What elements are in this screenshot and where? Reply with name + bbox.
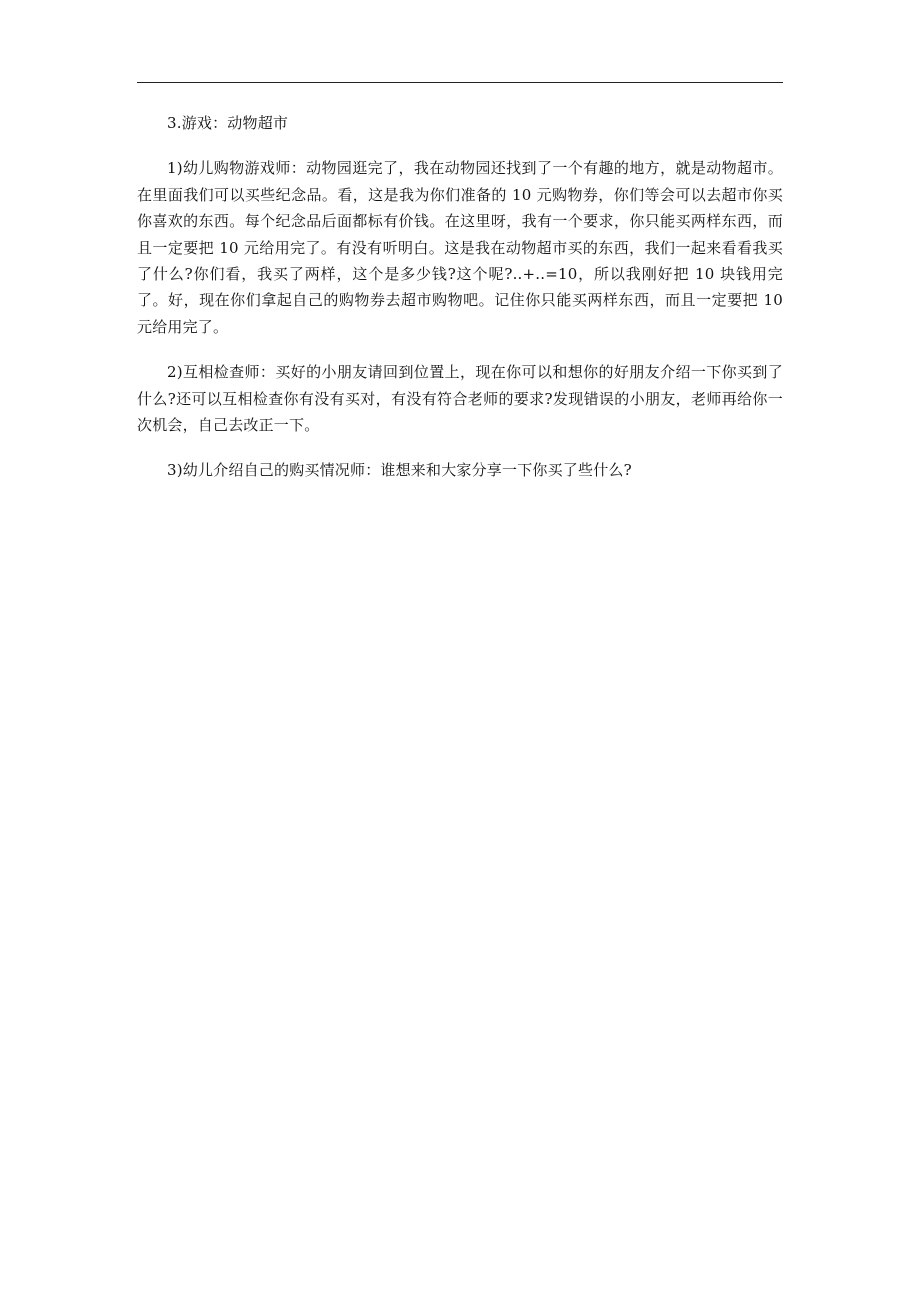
paragraph-introduce-purchase: 3)幼儿介绍自己的购买情况师：谁想来和大家分享一下你买了些什么?	[167, 461, 632, 480]
paragraph-shopping-game: 1)幼儿购物游戏师：动物园逛完了，我在动物园还找到了一个有趣的地方，就是动物超市。在里面我们可以买些纪念品。看，这是我为你们准备的 10 元购物券，你们等会可以去超市你买你喜欢的东西。每个纪念品后面都标有价钱。在这里呀，我有一个要求，你只能买两样东西，而且一定要把 10 元给用完了。有没有听明白。这是我在动物超市买的东西，我们一起来看看我买了什么?你们看，我买了两样，这个是多少钱?这个呢?..+..=10，所以我刚好把 10 块钱用完了。好，现在你们拿起自己的购物券去超市购物吧。记住你只能买两样东西，而且一定要把 10 元给用完了。	[137, 159, 783, 336]
header-rule	[137, 82, 783, 83]
paragraph-mutual-check: 2)互相检查师：买好的小朋友请回到位置上，现在你可以和想你的好朋友介绍一下你买到了什么?还可以互相检查你有没有买对，有没有符合老师的要求?发现错误的小朋友，老师再给你一次机会，自己去改正一下。	[137, 363, 783, 435]
section-heading: 3.游戏：动物超市	[167, 114, 289, 132]
document-body	[137, 110, 783, 484]
